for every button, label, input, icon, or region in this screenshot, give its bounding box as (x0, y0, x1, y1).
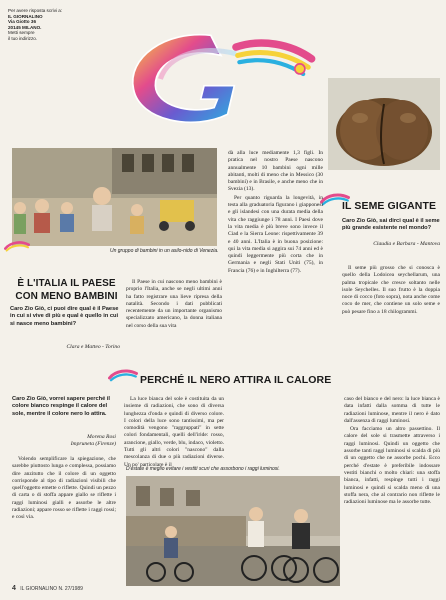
black-paragraph: caso del bianco e del nero: la luce bianca è data infatti dalla somma di tutte le radiazioni luminose, mentre il nero è dato dall'assenza di raggi luminosi. (344, 396, 440, 424)
italy-signature: Clara e Matteo - Torino (66, 344, 120, 350)
black-paragraph: Volendo semplificare la spiegazione, che sarebbe piuttosto lunga e complessa, possiamo dire anzitutto che il colore di un oggetto corrisponde al tipo di radiazioni visibili che quell'oggetto emette o riflette. Quindi un pezzo di carta o di stoffa appare giallo se riflette i raggi luminosi gialli e assorbe le altre radiazioni; appare rosso se riflette i raggi rossi; e così via. (12, 456, 116, 521)
cyclists-drawing (126, 476, 340, 586)
black-headline: PERCHÉ IL NERO ATTIRA IL CALORE (140, 374, 332, 386)
seed-question: Caro Zio Giò, sai dirci qual è il seme più grande esistente nel mondo? (342, 218, 440, 232)
page-footer (12, 586, 83, 592)
address-line: Metti sempre (8, 30, 35, 36)
italy-headline: È L'ITALIA IL PAESE CON MENO BAMBINI (15, 278, 118, 302)
italy-paragraph: Per quanto riguarda la longevità, in testa alla graduatoria figurano i giapponesi e gli islandesi con una durata media della vita che raggiunge i 78 anni. I Paesi dove la vita media è più breve sono invece il Ciad e la Sierra Leone: rispettivamente 39 e 40 anni. L'Italia è in buona posizione: qui la vita media si aggira sui 74 anni ed è quindi leggermente più corta che in Germania e negli Stati Uniti (75), in Francia (76) e in Inghilterra (77). (228, 194, 323, 274)
seed-paragraph: Il seme più grosso che si conosca è quello della Lodoicea seychellarum, una palma tropicale che cresce soltanto nelle isole Seychelles. Il suo frutto è la doppia noce di cocco (foto sopra), nota anche come coco de mer, che contiene un solo seme e può pesare fino a 18 chilogrammi. (342, 265, 440, 315)
kindergarten-photo (12, 148, 217, 246)
seed-headline: IL SEME GIGANTE (342, 200, 437, 212)
seed-signature: Claudia e Barbara - Mantova (373, 241, 440, 247)
address-box (8, 8, 70, 42)
italy-body-col2 (228, 150, 323, 276)
italy-question: Caro Zio Giò, ci puoi dire qual è il Paese in cui si vive di più e qual è quello in cui si nasce meno bambini? (10, 306, 119, 327)
black-signature-place: Impruneta (Firenze) (70, 441, 116, 447)
issue-label: IL GIORNALINO N. 27/1989 (20, 586, 83, 592)
black-paragraph: La luce bianca del sole è costituita da un insieme di radiazioni, che sono di diversa lunghezza d'onda e quindi di diverso colore. I colori della luce sono tantissimi, ma per comodità vengono "raggruppati" in sette colori fondamentali, quelli dell'iride: rosso, arancione, giallo, verde, blu, indaco, violetto. Tutti gli altri colori "nascono" dalla mescolanza di due o più radiazioni diverse. Un po' particolare è il (124, 396, 224, 468)
address-line: IL GIORNALINO (8, 13, 43, 19)
black-question: Caro Zio Giò, vorrei sapere perché il colore bianco respinge il calore del sole, mentre il colore nero lo attira. (12, 396, 110, 417)
coco-de-mer-drawing (328, 78, 440, 170)
rainbow-swoosh-icon (108, 366, 138, 384)
italy-paragraph: Il Paese in cui nascono meno bambini è proprio l'Italia, anche se negli ultimi anni ha fatto registrare una lieve ripresa della natalità. Secondo i dati pubblicati recentemente da un importante organismo specializzato americano, la donna italiana nel corso della sua vita (126, 279, 222, 329)
coco-de-mer-photo (328, 78, 440, 170)
address-line: Via Giotto 36 (8, 19, 36, 25)
address-line: Per avere risposta scrivi a: (8, 8, 63, 13)
black-paragraph: Ora facciamo un altro passettino. Il calore del sole si trasmette attraverso i raggi luminosi. Quindi un oggetto che assorbe tanti raggi luminosi si scalda di più di un oggetto che ne assorbe pochi. Ecco perché d'estate è preferibile indossare vestiti bianchi o molto chiari: una stoffa bianca, infatti, respinge tutti i raggi luminosi e quindi si scalda meno di una stoffa nera, che al contrario non riflette le radiazioni luminose ma le assorbe tutte. (344, 426, 440, 506)
address-line: 20145 MILANO. (8, 24, 42, 30)
page-number: 4 (12, 585, 16, 592)
seed-body (342, 265, 440, 317)
italy-paragraph: dà alla luce mediamente 1,3 figli. In pratica nel nostro Paese nascono annualmente 10 bambini ogni mille abitanti, molti di meno che in Messico (30 bambini) e in Brasile, e anche meno che in Svezia (13). (228, 150, 323, 193)
black-body-col2 (124, 396, 224, 470)
rainbow-g-logo (110, 18, 320, 140)
rainbow-swoosh-icon (4, 238, 30, 254)
black-body-col3 (344, 396, 440, 507)
italy-body-col1 (126, 279, 222, 331)
black-body-col1 (12, 456, 116, 523)
kindergarten-caption: Un gruppo di bambini in un asilo-nido di Venezia. (110, 248, 219, 254)
kindergarten-drawing (12, 148, 217, 246)
cyclists-caption: D'estate è meglio evitare i vestiti scuri che assorbono i raggi luminosi. (126, 466, 280, 472)
cyclists-photo (126, 476, 340, 586)
address-line: il tuo indirizzo. (8, 35, 38, 41)
black-signature-name: Morena Rosi (87, 434, 116, 440)
